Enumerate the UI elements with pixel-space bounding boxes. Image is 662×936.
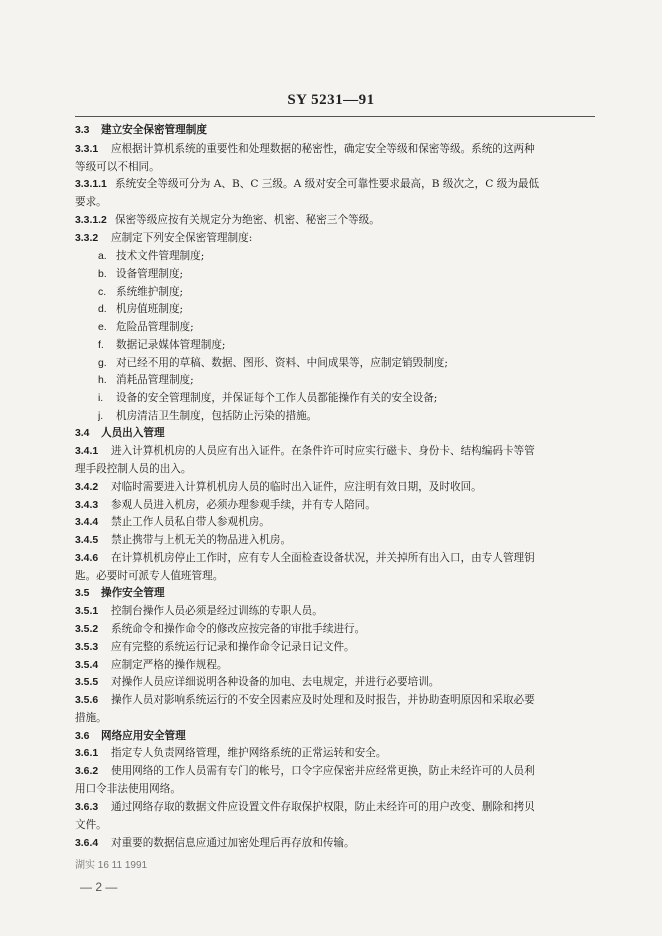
list-item: e. 危险品管理制度; — [98, 321, 194, 333]
page-number: — 2 — — [80, 880, 118, 894]
header-divider — [75, 116, 595, 117]
clause-continuation: 措施。 — [75, 712, 107, 724]
clause: 3.5.3 应有完整的系统运行记录和操作命令记录日记文件。 — [75, 641, 355, 653]
clause: 3.6.2 使用网络的工作人员需有专门的帐号，口令字应保密并应经常更换，防止未经许可的人员利 — [75, 765, 535, 777]
clause: 3.6.4 对重要的数据信息应通过加密处理后再存放和传输。 — [75, 837, 355, 849]
section-heading: 3.5 操作安全管理 — [75, 587, 165, 599]
list-item: b. 设备管理制度; — [98, 268, 184, 280]
list-item: f. 数据记录媒体管理制度; — [98, 339, 226, 351]
clause: 3.3.1 应根据计算机系统的重要性和处理数据的秘密性，确定安全等级和保密等级。系统的这两种 — [75, 143, 535, 155]
section-heading: 3.3 建立安全保密管理制度 — [75, 124, 207, 136]
list-item: a. 技术文件管理制度; — [98, 250, 205, 262]
clause-continuation: 理手段控制人员的出入。 — [75, 463, 192, 475]
section-heading: 3.6 网络应用安全管理 — [75, 730, 186, 742]
clause-continuation: 等级可以不相同。 — [75, 161, 160, 173]
clause: 3.5.2 系统命令和操作命令的修改应按完备的审批手续进行。 — [75, 623, 366, 635]
clause: 3.5.4 应制定严格的操作规程。 — [75, 659, 228, 671]
list-item: i. 设备的安全管理制度，并保证每个工作人员都能操作有关的安全设备; — [98, 392, 438, 404]
clause: 3.3.1.1 系统安全等级可分为 A、B、C 三级。A 级对安全可靠性要求最高，B 级次之，C 级为最低 — [75, 178, 540, 190]
clause: 3.4.2 对临时需要进入计算机机房人员的临时出入证件，应注明有效日期，及时收回。 — [75, 481, 482, 493]
clause: 3.4.1 进入计算机机房的人员应有出入证件。在条件许可时应实行磁卡、身份卡、结构编码卡等管 — [75, 445, 535, 457]
list-item: h. 消耗品管理制度; — [98, 374, 194, 386]
clause: 3.5.1 控制台操作人员必须是经过训练的专职人员。 — [75, 605, 323, 617]
clause: 3.4.3 参观人员进入机房，必须办理参观手续，并有专人陪同。 — [75, 499, 376, 511]
clause: 3.4.6 在计算机机房停止工作时，应有专人全面检查设备状况，并关掉所有出入口，由专人管理钥 — [75, 552, 535, 564]
section-heading: 3.4 人员出入管理 — [75, 427, 165, 439]
clause: 3.6.3 通过网络存取的数据文件应设置文件存取保护权限，防止未经许可的用户改变、删除和拷贝 — [75, 801, 535, 813]
clause: 3.3.1.2 保密等级应按有关规定分为绝密、机密、秘密三个等级。 — [75, 214, 380, 226]
clause: 3.4.4 禁止工作人员私自带人参观机房。 — [75, 516, 270, 528]
clause: 3.4.5 禁止携带与上机无关的物品进入机房。 — [75, 534, 292, 546]
clause-continuation: 用口令非法使用网络。 — [75, 783, 181, 795]
clause-continuation: 要求。 — [75, 196, 107, 208]
standard-code-header: SY 5231—91 — [287, 92, 375, 108]
list-item: j. 机房清洁卫生制度，包括防止污染的措施。 — [98, 410, 318, 422]
clause: 3.3.2 应制定下列安全保密管理制度: — [75, 232, 253, 244]
clause-continuation: 匙。必要时可派专人值班管理。 — [75, 570, 224, 582]
clause: 3.5.6 操作人员对影响系统运行的不安全因素应及时处理和及时报告，并协助查明原因和采取必要 — [75, 694, 535, 706]
list-item: c. 系统维护制度; — [98, 286, 184, 298]
list-item: g. 对已经不用的草稿、数据、图形、资料、中间成果等，应制定销毁制度; — [98, 357, 448, 369]
clause: 3.6.1 指定专人负责网络管理，维护网络系统的正常运转和安全。 — [75, 747, 387, 759]
clause-continuation: 文件。 — [75, 819, 107, 831]
clause: 3.5.5 对操作人员应详细说明各种设备的加电、去电规定，并进行必要培训。 — [75, 676, 440, 688]
list-item: d. 机房值班制度; — [98, 303, 184, 315]
footer-stamp: 湖实 16 11 1991 — [75, 860, 148, 871]
